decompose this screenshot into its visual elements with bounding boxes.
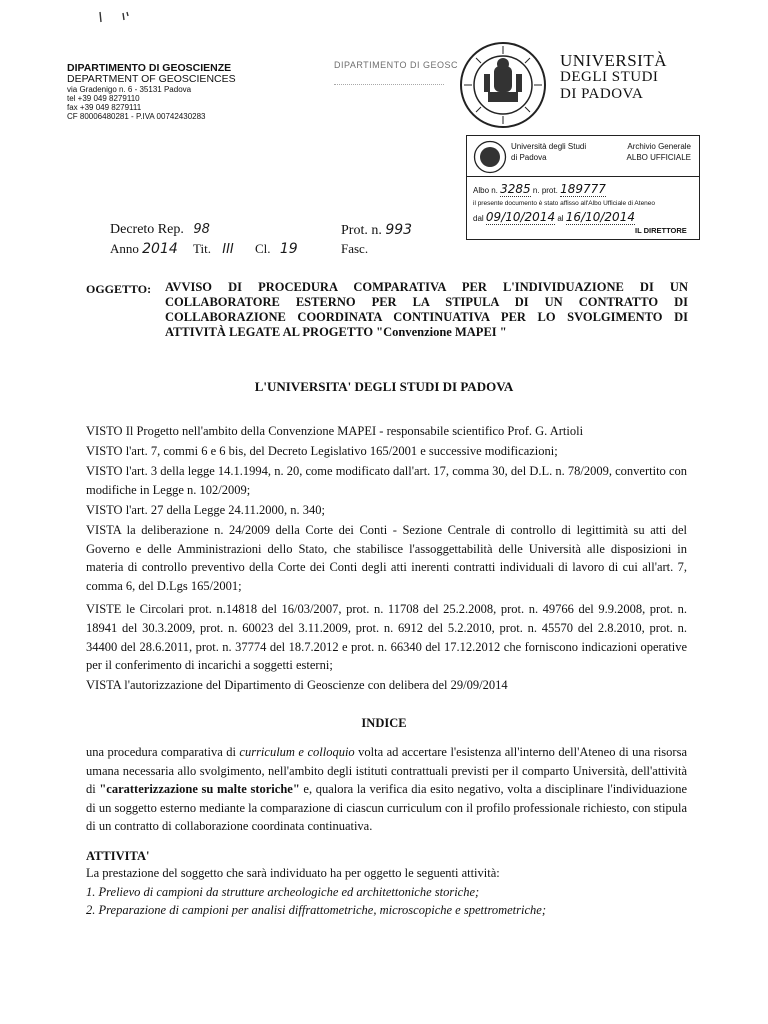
department-block xyxy=(67,63,236,121)
body-text-italic: curriculum e colloquio xyxy=(239,745,355,759)
albo-affisso: il presente documento è stato affisso all'Albo Ufficiale di Ateneo xyxy=(473,200,656,207)
visto-item: VISTE le Circolari prot. n.14818 del 16/03/2007, prot. n. 11708 del 25.2.2008, prot. n. 49766 del 9.9.2008, prot. n. 18941 del 30.3.2009, prot. n. 60023 del 3.11.2009, prot. n. 6912 del 5.2.2010, prot. n. 45570 del 2.8.2010, prot. n. 34400 del 28.6.2011, prot. n. 37774 del 18.7.2012 e prot. n. 66340 del 17.12.2012 che forniscono indicazioni operative per il conferimento di incarichi a soggetti esterni; xyxy=(86,602,687,673)
attivita-item: 1. Prelievo di campioni da strutture archeologiche ed architettoniche storiche; xyxy=(86,884,480,899)
oggetto-label: OGGETTO: xyxy=(86,282,152,296)
albo-direttore: IL DIRETTORE xyxy=(635,226,687,235)
faded-dept-stamp-text: DIPARTIMENTO DI GEOSC xyxy=(334,60,459,70)
body-text-bold: "caratterizzazione su malte storiche" xyxy=(99,782,300,797)
attivita-item: 2. Preparazione di campioni per analisi diffrattometriche, microscopiche e spettrometriche; xyxy=(86,903,546,918)
decreto-rep-label: Decreto Rep. xyxy=(110,222,184,237)
anno-value: 2014 xyxy=(142,241,178,257)
albo-n-label: Albo n. xyxy=(473,186,498,195)
uni-line-3: DI PADOVA xyxy=(560,86,644,102)
dept-name-en: DEPARTMENT OF GEOSCIENCES xyxy=(67,73,236,85)
decreto-rep-value: 98 xyxy=(193,222,210,237)
body-text-a: una procedura comparativa di xyxy=(86,745,240,759)
uni-line-2: DEGLI STUDI xyxy=(560,69,659,85)
uni-line-1: UNIVERSITÀ xyxy=(560,51,667,70)
albo-padova-text: di Padova xyxy=(511,153,547,162)
albo-date-row xyxy=(473,210,635,224)
albo-al-value: 16/10/2014 xyxy=(565,210,635,224)
albo-dal-value: 09/10/2014 xyxy=(485,210,556,224)
albo-al-label: al xyxy=(557,214,564,223)
tit-label: Tit. xyxy=(193,241,211,256)
visto-item: VISTO Il Progetto nell'ambito della Convenzione MAPEI - responsabile scientifico Prof. G. Artioli xyxy=(86,424,584,438)
attivita-section xyxy=(86,864,687,920)
faded-dept-stamp xyxy=(334,60,458,85)
albo-uni-text: Università degli Studi xyxy=(511,142,587,151)
cl-value: 19 xyxy=(279,241,298,257)
visto-item: VISTO l'art. 3 della legge 14.1.1994, n. 20, come modificato dall'art. 17, comma 30, del D.L. n. 78/2009, convertito con modifiche in Legge n. 102/2009; xyxy=(86,464,687,497)
fasc-row xyxy=(341,241,368,257)
prot-row xyxy=(341,222,412,239)
attivita-intro: La prestazione del soggetto che sarà individuato ha per oggetto le seguenti attività: xyxy=(86,866,500,880)
fasc-label: Fasc. xyxy=(341,241,369,256)
visti-section xyxy=(86,422,687,696)
university-name xyxy=(560,52,667,103)
dept-name-it: DIPARTIMENTO DI GEOSCIENZE xyxy=(67,62,232,74)
body-text-b: volta ad accertare l'esistenza all'interno dell'Ateneo di una risorsa umana necessaria allo svolgimento, nell'ambito degli istituti contrattuali previsti per il comparto Università, dell'attività di xyxy=(86,745,687,797)
albo-number-row xyxy=(473,182,606,196)
dept-address: via Gradenigo n. 6 - 35131 Padova xyxy=(67,85,192,94)
attivita-heading: ATTIVITA' xyxy=(86,849,150,863)
dept-fax: fax +39 049 8279111 xyxy=(67,103,142,112)
indice-heading: INDICE xyxy=(361,716,407,730)
albo-university xyxy=(511,141,586,163)
visto-item: VISTO l'art. 7, commi 6 e 6 bis, del Decreto Legislativo 165/2001 e successive modificazioni; xyxy=(86,444,558,459)
albo-ufficiale-text: ALBO UFFICIALE xyxy=(626,153,691,162)
dept-tel: tel +39 049 8279110 xyxy=(67,94,140,103)
procedure-paragraph xyxy=(86,743,687,836)
body-text-c: e, qualora la verifica dia esito negativo, volta a disciplinare l'individuazione di un soggetto esterno mediante la comparazione di ciascun curriculum con il profilo professionale richiesto, con stipula di un contratto di collaborazione coordinata continuativa. xyxy=(86,782,687,834)
oggetto-text: AVVISO DI PROCEDURA COMPARATIVA PER L'INDIVIDUAZIONE DI UN COLLABORATORE ESTERNO PER LA STIPULA DI UN CONTRATTO DI COLLABORAZIONE COORDINATA CONTINUATIVA PER LO SVOLGIMENTO DI ATTIVITÀ LEGATE AL PROGETTO "Convenzione MAPEI " xyxy=(165,280,688,339)
document-heading: L'UNIVERSITA' DEGLI STUDI DI PADOVA xyxy=(254,379,514,394)
albo-archivio xyxy=(595,141,691,163)
dept-cf: CF 80006480281 - P.IVA 00742430283 xyxy=(67,112,206,121)
tit-value: III xyxy=(222,242,234,257)
anno-row xyxy=(110,241,298,257)
prot-value: 993 xyxy=(385,222,413,238)
visto-item: VISTO l'art. 27 della Legge 24.11.2000, n. 340; xyxy=(86,502,326,517)
pen-marks xyxy=(95,10,135,24)
albo-prot-label: n. prot. xyxy=(532,186,558,195)
decreto-rep-row xyxy=(110,222,210,238)
albo-n-value: 3285 xyxy=(500,182,531,196)
visto-item: VISTA l'autorizzazione del Dipartimento di Geoscienze con delibera del 29/09/2014 xyxy=(86,678,508,693)
faded-stamp-lines xyxy=(334,70,444,85)
albo-divider xyxy=(467,176,699,177)
albo-stamp-box xyxy=(466,135,700,240)
albo-dal-label: dal xyxy=(473,214,484,223)
albo-prot-value: 189777 xyxy=(560,182,606,196)
prot-label: Prot. n. xyxy=(341,223,382,238)
small-seal-icon xyxy=(473,140,507,174)
cl-label: Cl. xyxy=(255,241,271,256)
albo-archivio-text: Archivio Generale xyxy=(627,142,691,151)
university-seal-icon xyxy=(458,40,548,130)
anno-label: Anno xyxy=(110,241,139,256)
visto-item: VISTA la deliberazione n. 24/2009 della Corte dei Conti - Sezione Centrale di controllo di legittimità su atti del Governo e delle Amministrazioni dello Stato, che stabilisce l'assoggettabilità delle Università alle disposizioni in materia di controllo preventivo della Corte dei Conti degli atti inerenti contratti individuali di lavoro di cui all'art. 7, comma 6, del D.Lgs 165/2001; xyxy=(86,522,687,593)
